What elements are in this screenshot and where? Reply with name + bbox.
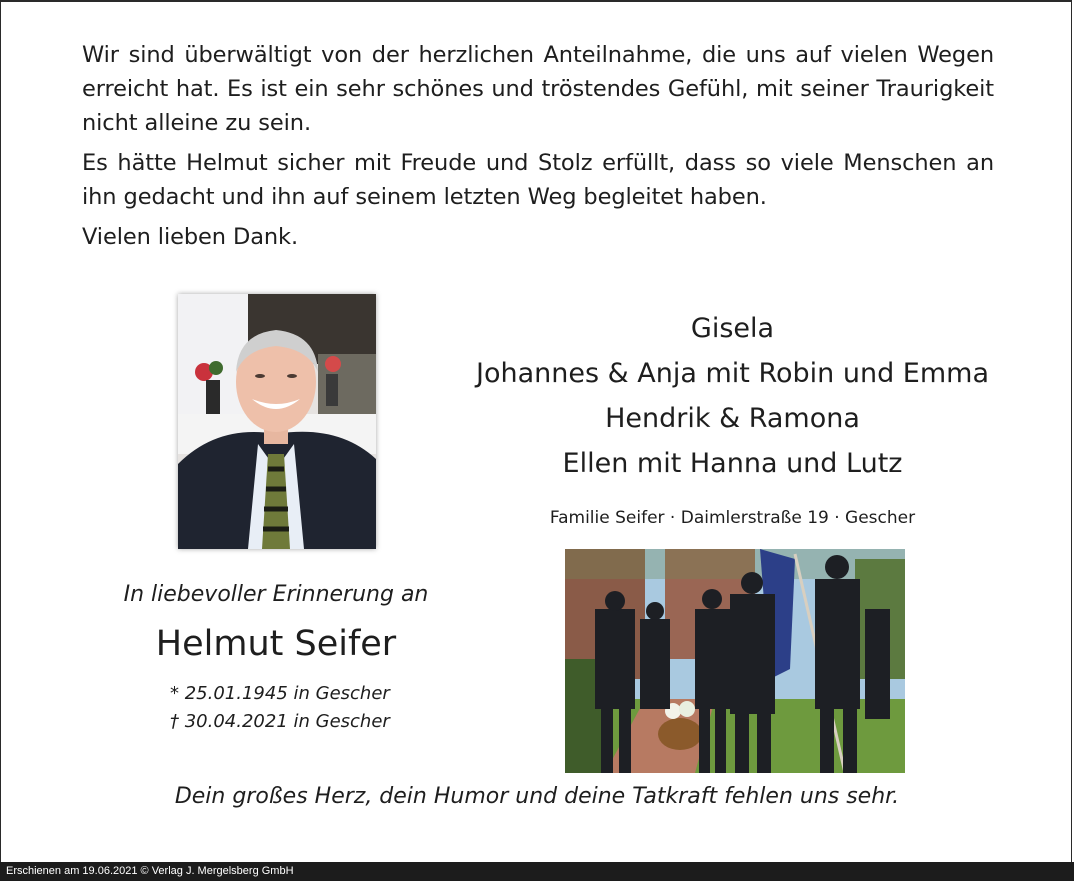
birth-date: * 25.01.1945 in Gescher <box>170 683 390 704</box>
memorial-heading: In liebevoller Erinnerung an <box>123 582 429 607</box>
family-member-line: Hendrik & Ramona <box>605 403 860 434</box>
intro-paragraph-2: Es hätte Helmut sicher mit Freude und Stolz erfüllt, dass so viele Menschen an ihn gedacht und ihn auf seinem letzten Weg begleitet haben. <box>82 150 994 210</box>
death-date: † 30.04.2021 in Gescher <box>170 711 390 732</box>
thank-you-text <box>82 38 994 260</box>
family-member-line: Ellen mit Hanna und Lutz <box>562 448 903 479</box>
deceased-name: Helmut Seifer <box>155 624 397 664</box>
family-member-line: Johannes & Anja mit Robin und Emma <box>476 358 989 389</box>
intro-paragraph-1: Wir sind überwältigt von der herzlichen Anteilnahme, die uns auf vielen Wegen erreicht hat. Es ist ein sehr schönes und tröstendes Gefühl, mit seiner Traurigkeit nicht alleine zu sein. <box>82 42 994 136</box>
family-member-line: Gisela <box>690 313 775 344</box>
family-address: Familie Seifer · Daimlerstraße 19 · Gescher <box>549 508 916 528</box>
intro-paragraph-3: Vielen lieben Dank. <box>82 224 299 250</box>
funeral-procession-photo <box>565 549 905 773</box>
family-names <box>430 306 1035 486</box>
life-dates <box>170 680 430 736</box>
portrait-photo <box>178 294 376 549</box>
publication-footer <box>0 862 1074 881</box>
closing-line: Dein großes Herz, dein Humor und deine Tatkraft fehlen uns sehr. <box>174 784 900 809</box>
footer-text: Erschienen am 19.06.2021 © Verlag J. Mergelsberg GmbH <box>6 865 294 877</box>
